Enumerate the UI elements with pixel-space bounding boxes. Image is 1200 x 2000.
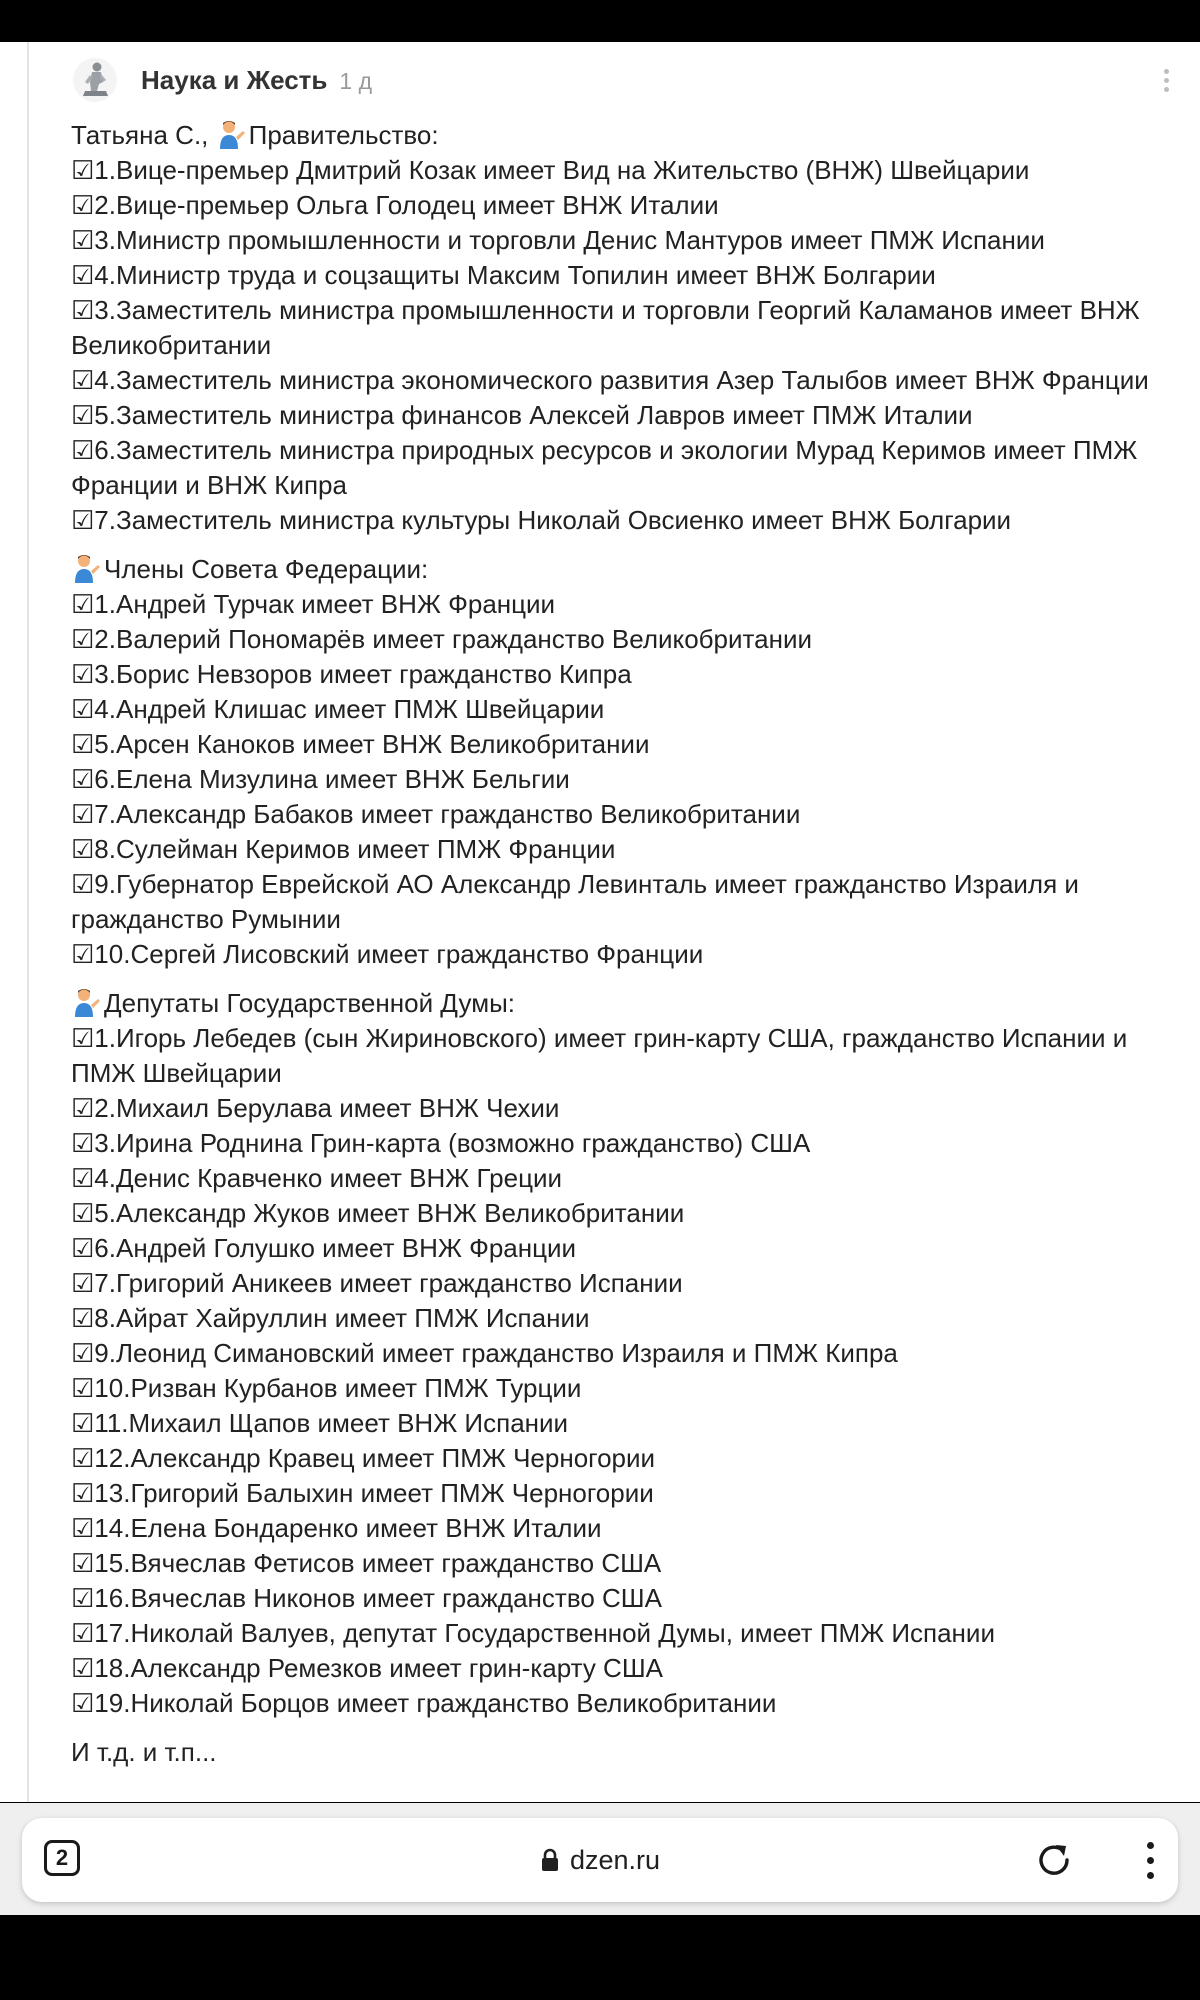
addressee: Татьяна С., — [71, 120, 216, 150]
more-vertical-icon[interactable] — [1140, 1838, 1160, 1882]
address-bar — [22, 1818, 1178, 1902]
list-item: ☑15.Вячеслав Фетисов имеет гражданство США — [71, 1548, 662, 1578]
list-item: ☑1.Андрей Турчак имеет ВНЖ Франции — [71, 589, 556, 619]
section-heading: Депутаты Государственной Думы: — [104, 988, 515, 1018]
section-heading: Правительство: — [248, 120, 439, 150]
url-field[interactable] — [540, 1845, 660, 1876]
list-item: ☑6.Андрей Голушко имеет ВНЖ Франции — [71, 1233, 577, 1263]
list-item: ☑1.Игорь Лебедев (сын Жириновского) имеет грин-карту США, гражданство Испании и ПМЖ Швейцарии — [71, 1023, 1128, 1088]
section-heading-line — [71, 552, 1181, 587]
list-item: ☑6.Заместитель министра природных ресурсов и экологии Мурад Керимов имеет ПМЖ Франции и ВНЖ Кипра — [71, 435, 1138, 500]
list-item: ☑2.Михаил Берулава имеет ВНЖ Чехии — [71, 1093, 560, 1123]
tab-count: 2 — [55, 1845, 69, 1870]
section-heading: Члены Совета Федерации: — [104, 554, 429, 584]
comments-page — [0, 42, 1200, 1802]
list-item: ☑18.Александр Ремезков имеет грин-карту США — [71, 1653, 664, 1683]
reload-icon[interactable] — [1032, 1838, 1076, 1882]
lock-icon — [540, 1848, 560, 1872]
list-item: ☑4.Андрей Клишас имеет ПМЖ Швейцарии — [71, 694, 605, 724]
list-item: ☑5.Заместитель министра финансов Алексей Лавров имеет ПМЖ Италии — [71, 400, 973, 430]
person-tipping-hand-emoji — [216, 119, 246, 149]
comment-body — [71, 118, 1181, 1770]
list-item: ☑12.Александр Кравец имеет ПМЖ Черногории — [71, 1443, 656, 1473]
list-item: ☑16.Вячеслав Никонов имеет гражданство США — [71, 1583, 662, 1613]
list-item: ☑17.Николай Валуев, депутат Государственной Думы, имеет ПМЖ Испании — [71, 1618, 995, 1648]
thread-line — [27, 42, 29, 1802]
person-tipping-hand-emoji — [71, 987, 101, 1017]
list-item: ☑10.Сергей Лисовский имеет гражданство Франции — [71, 939, 704, 969]
comment-time: 1 д — [339, 67, 373, 94]
list-item: ☑19.Николай Борцов имеет гражданство Великобритании — [71, 1688, 777, 1718]
government-section — [71, 118, 1181, 538]
list-item: ☑2.Вице-премьер Ольга Голодец имеет ВНЖ Италии — [71, 190, 719, 220]
list-item: ☑4.Заместитель министра экономического развития Азер Талыбов имеет ВНЖ Франции — [71, 365, 1149, 395]
person-tipping-hand-emoji — [71, 553, 101, 583]
list-item: ☑3.Заместитель министра промышленности и торговли Георгий Каламанов имеет ВНЖ Великобритании — [71, 295, 1140, 360]
state-duma-section — [71, 986, 1181, 1721]
comment-header — [71, 52, 1181, 108]
list-item: ☑9.Леонид Симановский имеет гражданство Израиля и ПМЖ Кипра — [71, 1338, 898, 1368]
list-item: ☑4.Министр труда и соцзащиты Максим Топилин имеет ВНЖ Болгарии — [71, 260, 936, 290]
list-item: ☑3.Ирина Роднина Грин-карта (возможно гражданство) США — [71, 1128, 811, 1158]
list-item: ☑9.Губернатор Еврейской АО Александр Левинталь имеет гражданство Израиля и гражданство Румынии — [71, 869, 1079, 934]
list-item: ☑3.Министр промышленности и торговли Денис Мантуров имеет ПМЖ Испании — [71, 225, 1045, 255]
list-item: ☑14.Елена Бондаренко имеет ВНЖ Италии — [71, 1513, 602, 1543]
tab-switcher-icon[interactable] — [44, 1840, 80, 1876]
comment — [71, 42, 1181, 1770]
list-item: ☑13.Григорий Балыхин имеет ПМЖ Черногории — [71, 1478, 654, 1508]
list-item: ☑5.Александр Жуков имеет ВНЖ Великобритании — [71, 1198, 685, 1228]
list-item: ☑5.Арсен Каноков имеет ВНЖ Великобритании — [71, 729, 650, 759]
list-item: ☑7.Заместитель министра культуры Николай Овсиенко имеет ВНЖ Болгарии — [71, 505, 1012, 535]
list-item: ☑7.Александр Бабаков имеет гражданство Великобритании — [71, 799, 801, 829]
comment-footer: И т.д. и т.п... — [71, 1737, 217, 1767]
list-item: ☑10.Ризван Курбанов имеет ПМЖ Турции — [71, 1373, 582, 1403]
list-item: ☑2.Валерий Пономарёв имеет гражданство Великобритании — [71, 624, 813, 654]
more-vertical-icon[interactable] — [1151, 62, 1181, 98]
section-heading-line — [71, 986, 1181, 1021]
url-wrap — [22, 1818, 1178, 1902]
list-item: ☑8.Сулейман Керимов имеет ПМЖ Франции — [71, 834, 616, 864]
author-name[interactable]: Наука и Жесть — [141, 64, 328, 95]
list-item: ☑7.Григорий Аникеев имеет гражданство Испании — [71, 1268, 683, 1298]
list-item: ☑4.Денис Кравченко имеет ВНЖ Греции — [71, 1163, 563, 1193]
list-item: ☑6.Елена Мизулина имеет ВНЖ Бельгии — [71, 764, 570, 794]
list-item: ☑8.Айрат Хайруллин имеет ПМЖ Испании — [71, 1303, 590, 1333]
intro-line — [71, 118, 1181, 153]
statue-avatar-icon[interactable] — [73, 58, 117, 102]
list-item: ☑3.Борис Невзоров имеет гражданство Кипра — [71, 659, 632, 689]
url-text: dzen.ru — [569, 1844, 661, 1875]
federation-council-section — [71, 552, 1181, 972]
list-item: ☑1.Вице-премьер Дмитрий Козак имеет Вид на Жительство (ВНЖ) Швейцарии — [71, 155, 1030, 185]
list-item: ☑11.Михаил Щапов имеет ВНЖ Испании — [71, 1408, 569, 1438]
